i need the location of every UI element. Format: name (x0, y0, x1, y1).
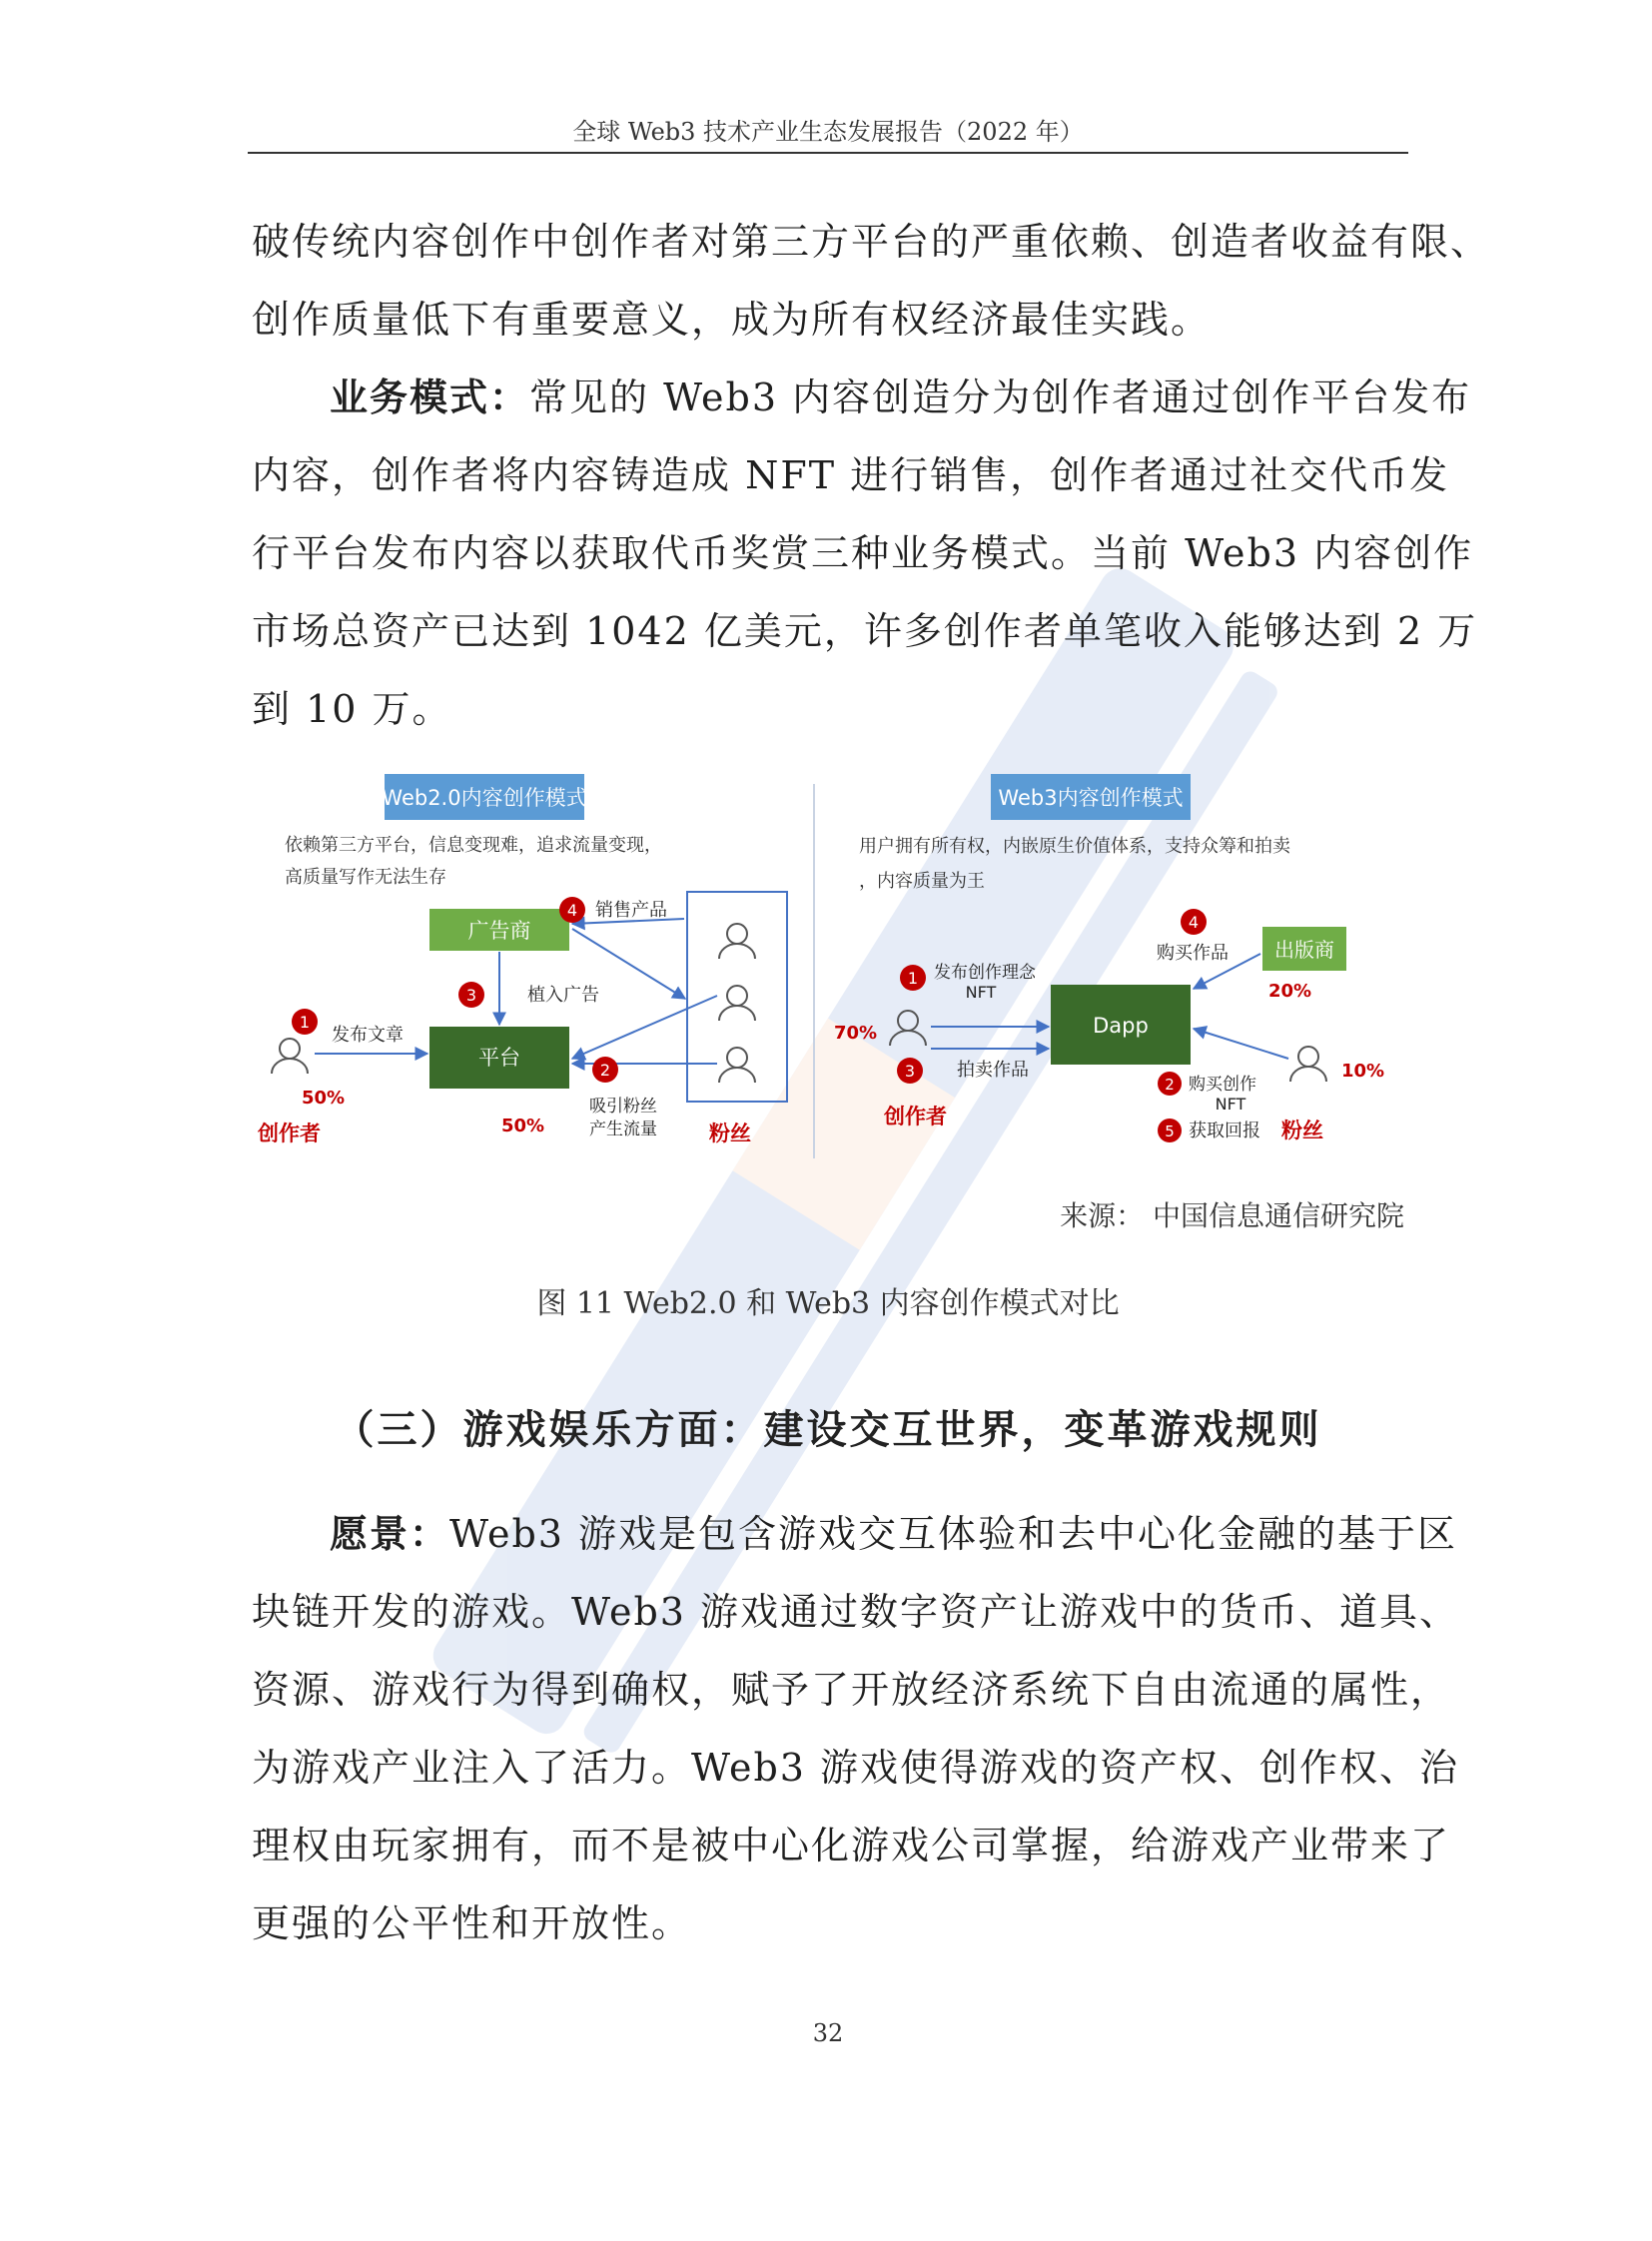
web3-desc-1: 用户拥有所有权，内嵌原生价值体系，支持众筹和拍卖 (859, 836, 1290, 857)
step-3-badge: 3 (465, 986, 477, 1005)
web2-desc-2: 高质量写作无法生存 (285, 867, 446, 888)
paragraph2-line-4: 市场总资产已达到 1042 亿美元，许多创作者单笔收入能够达到 2 万 (252, 609, 1478, 653)
section-heading: （三）游戏娱乐方面：建设交互世界，变革游戏规则 (334, 1406, 1322, 1453)
web3-step-4-badge: 4 (1188, 913, 1200, 932)
web3-step-4-label: 购买作品 (1157, 943, 1229, 964)
web2-title: Web2.0内容创作模式 (382, 786, 587, 810)
comparison-figure (240, 759, 1398, 1158)
platform-label: 平台 (478, 1046, 520, 1070)
web3-desc-2: ，内容质量为王 (859, 871, 985, 892)
paragraph2-label: 业务模式： (330, 374, 530, 419)
paragraph2-text-1: 常见的 Web3 内容创造分为创作者通过创作平台发布 (529, 375, 1472, 419)
paragraph3-line-4: 为游戏产业注入了活力。Web3 游戏使得游戏的资产权、创作权、治 (252, 1746, 1460, 1790)
paragraph1-line-2: 创作质量低下有重要意义，成为所有权经济最佳实践。 (252, 298, 1212, 342)
advertiser-label: 广告商 (467, 919, 531, 943)
web3-step-2-badge: 2 (1165, 1076, 1175, 1094)
step-4-badge: 4 (566, 901, 578, 920)
creator-user-icon (272, 1039, 308, 1074)
web3-step-1-badge: 1 (907, 969, 919, 988)
step-2-badge: 2 (599, 1061, 611, 1080)
web3-step-2-label-2: NFT (1215, 1095, 1246, 1114)
web3-fan-user-icon (1290, 1047, 1326, 1082)
web3-creator-pct: 70% (834, 1023, 878, 1044)
header-rule (248, 152, 1408, 154)
step-2-label-2: 产生流量 (589, 1120, 657, 1139)
dapp-label: Dapp (1093, 1014, 1149, 1038)
step-3-label: 植入广告 (527, 985, 599, 1006)
paragraph3-line-1 (330, 1511, 1458, 1556)
paragraph3-line-2: 块链开发的游戏。Web3 游戏通过数字资产让游戏中的货币、道具、 (252, 1590, 1460, 1634)
left-creator-pct: 50% (302, 1088, 346, 1109)
publisher-label: 出版商 (1274, 938, 1334, 962)
step-1-badge: 1 (299, 1013, 311, 1032)
web3-creator-user-icon (890, 1011, 926, 1046)
web3-step-3-label: 拍卖作品 (957, 1060, 1029, 1081)
web3-fan-pct: 10% (1341, 1061, 1385, 1082)
web3-step-3-badge: 3 (904, 1062, 916, 1081)
web3-fans-label: 粉丝 (1281, 1119, 1323, 1142)
web2-desc-1: 依赖第三方平台，信息变现难，追求流量变现， (285, 835, 662, 856)
paragraph1-line-1: 破传统内容创作中创作者对第三方平台的严重依赖、创造者收益有限、 (252, 220, 1491, 264)
left-fans-label: 粉丝 (709, 1121, 751, 1145)
web3-step-5-label: 获取回报 (1189, 1120, 1260, 1141)
paragraph2-line-5: 到 10 万。 (252, 687, 452, 731)
web3-step-1-label-1: 发布创作理念 (934, 963, 1036, 983)
left-creator-label: 创作者 (258, 1121, 321, 1145)
web3-step-2-label-1: 购买创作 (1189, 1075, 1256, 1095)
page-header: 全球 Web3 技术产业生态发展报告（2022 年） (572, 118, 1084, 146)
paragraph2-line-1 (330, 374, 1472, 419)
paragraph3-line-3: 资源、游戏行为得到确权，赋予了开放经济系统下自由流通的属性， (252, 1668, 1451, 1712)
paragraph3-line-5: 理权由玩家拥有，而不是被中心化游戏公司掌握，给游戏产业带来了 (252, 1824, 1451, 1868)
figure-source: 来源： 中国信息通信研究院 (1060, 1199, 1404, 1232)
publisher-pct: 20% (1268, 981, 1312, 1002)
paragraph3-line-6: 更强的公平性和开放性。 (252, 1901, 692, 1945)
paragraph2-line-2: 内容，创作者将内容铸造成 NFT 进行销售，创作者通过社交代币发 (252, 453, 1450, 497)
page-number: 32 (812, 2019, 844, 2047)
step-4-label: 销售产品 (595, 900, 667, 921)
paragraph2-line-3: 行平台发布内容以获取代币奖赏三种业务模式。当前 Web3 内容创作 (252, 531, 1474, 575)
figure-caption: 图 11 Web2.0 和 Web3 内容创作模式对比 (536, 1286, 1120, 1321)
web3-title: Web3内容创作模式 (998, 786, 1184, 810)
web3-step-1-label-2: NFT (965, 983, 997, 1002)
fan-user-icon (719, 924, 755, 1083)
paragraph3-text-1: Web3 游戏是包含游戏交互体验和去中心化金融的基于区 (449, 1512, 1458, 1556)
paragraph3-label: 愿景： (330, 1511, 450, 1556)
web3-creator-label: 创作者 (884, 1105, 947, 1128)
step-2-label-1: 吸引粉丝 (589, 1097, 657, 1117)
web3-step-5-badge: 5 (1165, 1122, 1175, 1140)
left-platform-pct: 50% (501, 1116, 545, 1136)
step-1-label: 发布文章 (332, 1025, 404, 1046)
